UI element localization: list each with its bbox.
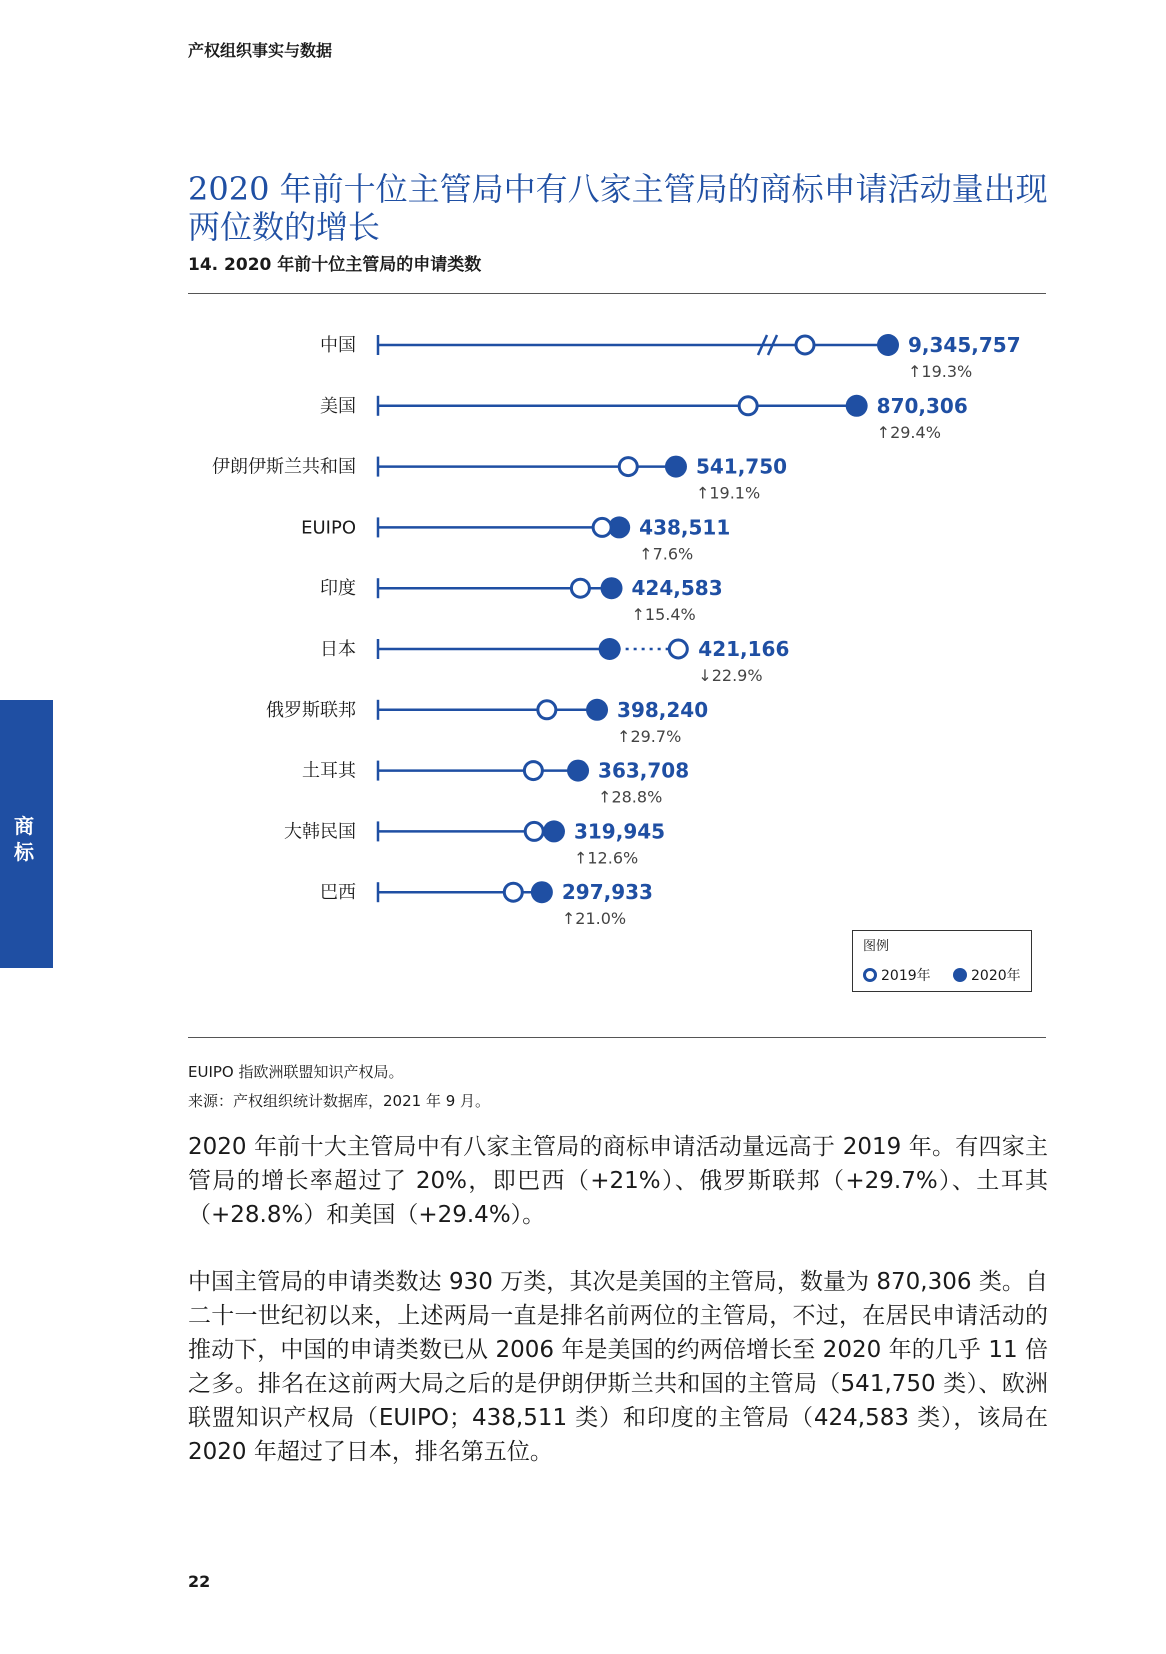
marker-2019	[525, 822, 543, 840]
marker-2020	[601, 577, 623, 599]
figure-notes	[188, 1058, 490, 1116]
office-label: 美国	[320, 395, 356, 417]
change-label: ↑15.4%	[631, 605, 696, 625]
office-label: 印度	[320, 578, 356, 600]
value-label: 9,345,757	[908, 333, 1021, 357]
marker-2020	[846, 395, 868, 417]
value-label: 421,166	[698, 637, 790, 661]
legend-label-2020: 2020年	[971, 968, 1021, 984]
legend-label-2019: 2019年	[881, 968, 931, 984]
change-label: ↑29.4%	[876, 422, 941, 442]
marker-2019	[504, 883, 522, 901]
change-label: ↓22.9%	[698, 666, 763, 685]
office-label: 大韩民国	[284, 821, 356, 843]
value-label: 297,933	[561, 880, 653, 905]
value-label: 319,945	[573, 819, 666, 844]
office-label: 土耳其	[302, 760, 356, 782]
value-label: 398,240	[617, 697, 709, 722]
legend-item-2019	[863, 965, 931, 985]
value-label: 541,750	[695, 454, 788, 479]
marker-2019	[571, 579, 589, 597]
change-label: ↑19.1%	[695, 483, 761, 503]
value-label: 424,583	[631, 576, 723, 601]
marker-2019	[538, 701, 556, 719]
office-label: 伊朗伊斯兰共和国	[212, 456, 356, 478]
bottom-rule	[188, 1037, 1046, 1038]
marker-2019	[593, 518, 611, 536]
value-label: 870,306	[876, 393, 968, 418]
change-label: ↑21.0%	[561, 909, 627, 929]
marker-2019	[524, 762, 542, 780]
section-header: 产权组织事实与数据	[188, 41, 333, 60]
marker-2020	[586, 699, 608, 721]
marker-2020	[531, 881, 553, 903]
top-rule	[188, 293, 1046, 294]
marker-2020	[543, 820, 565, 842]
change-label: ↑29.7%	[617, 726, 682, 746]
side-tab-label-2: 标	[14, 840, 34, 864]
office-label: 俄罗斯联邦	[266, 699, 356, 721]
marker-2020	[567, 760, 589, 782]
legend-title: 图例	[863, 939, 890, 954]
source-note: 来源：产权组织统计数据库，2021 年 9 月。	[188, 1092, 491, 1110]
legend-item-2020	[953, 965, 1021, 985]
change-label: ↑7.6%	[639, 544, 694, 564]
marker-2019	[739, 397, 757, 415]
value-label: 438,511	[639, 515, 731, 540]
side-tab-label-1: 商	[14, 814, 34, 838]
euipo-note: EUIPO 指欧洲联盟知识产权局。	[188, 1063, 404, 1081]
filled-circle-icon	[953, 968, 967, 982]
office-label: EUIPO	[301, 517, 356, 539]
change-label: ↑12.6%	[573, 848, 639, 868]
page-number: 22	[188, 1572, 211, 1591]
body-paragraph-2: 中国主管局的申请类数达 930 万类，其次是美国的主管局，数量为 870,306 类。自二十一世纪初以来，上述两局一直是排名前两位的主管局，不过，在居民申请活动的推动下，中国的申请类数已从 2006 年是美国的约两倍增长至 2020 年的几乎 11 倍之多。排名在这前两大局之后的是伊朗伊斯兰共和国的主管局（541,750 类）、欧洲联盟知识产权局（EUIPO；438,511 类）和印度的主管局（424,583 类），该局在 2020 年超过了日本，排名第五位。	[188, 1269, 1048, 1465]
marker-2019	[669, 640, 687, 658]
change-label: ↑19.3%	[908, 362, 973, 381]
open-circle-icon	[863, 968, 877, 982]
office-label: 日本	[320, 639, 356, 660]
marker-2019	[619, 458, 637, 476]
dot-chart	[0, 300, 1166, 930]
office-label: 巴西	[320, 882, 356, 904]
figure-title: 2020 年前十位主管局中有八家主管局的商标申请活动量出现两位数的增长	[188, 170, 1048, 246]
marker-2019	[796, 336, 814, 354]
office-label: 中国	[320, 335, 356, 356]
body-paragraph-1: 2020 年前十大主管局中有八家主管局的商标申请活动量远高于 2019 年。有四家主管局的增长率超过了 20%，即巴西（+21%）、俄罗斯联邦（+29.7%）、土耳其（+28.8%）和美国（+29.4%）。	[188, 1134, 1048, 1228]
marker-2020	[877, 334, 899, 356]
marker-2020	[599, 638, 621, 660]
chart-legend	[852, 930, 1032, 992]
figure-subtitle: 14. 2020 年前十位主管局的申请类数	[188, 255, 482, 275]
value-label: 363,708	[598, 758, 690, 783]
marker-2020	[665, 456, 687, 478]
change-label: ↑28.8%	[598, 787, 663, 807]
